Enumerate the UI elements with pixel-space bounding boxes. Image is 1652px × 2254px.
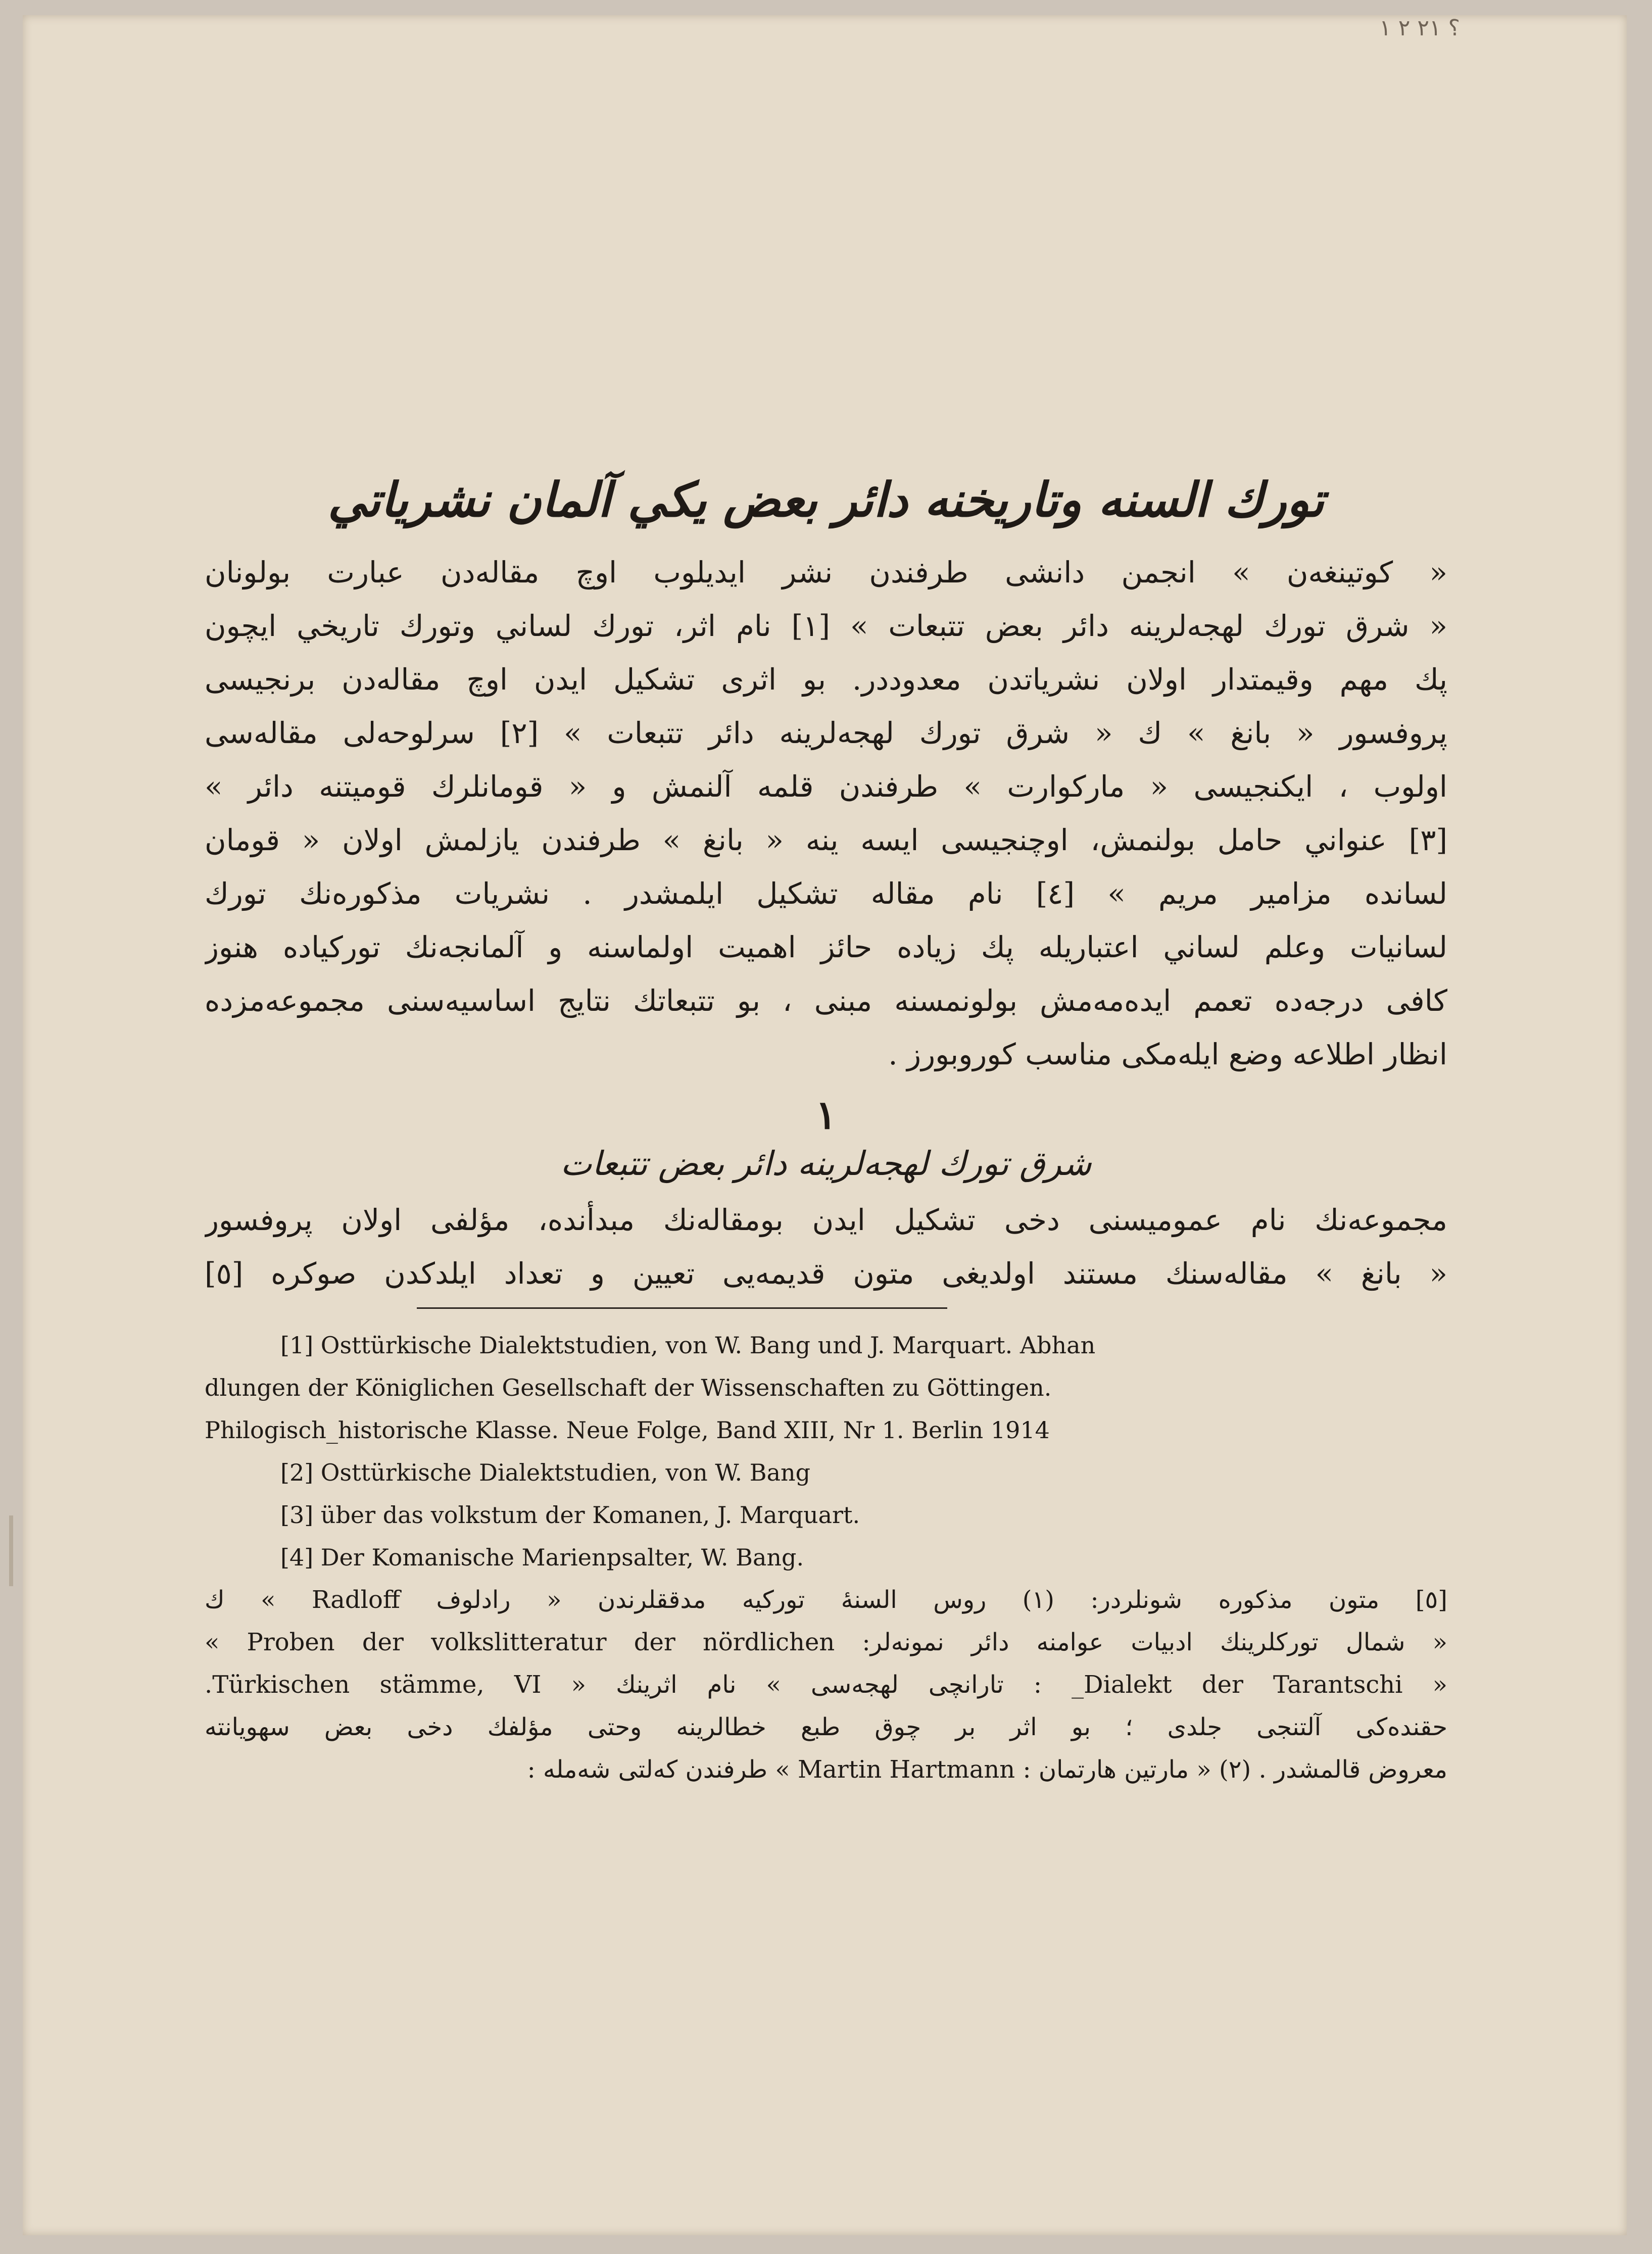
footnote-line: [4] Der Komanische Marienpsalter, W. Bang. bbox=[280, 1544, 804, 1571]
section-paragraph bbox=[205, 1193, 1447, 1300]
article-title: تورك السنه وتاريخنه دائر بعض يكي آلمان نشرياتي bbox=[327, 472, 1325, 528]
page-sheet bbox=[23, 15, 1627, 2235]
section-number: ١ bbox=[815, 1092, 837, 1138]
text-line: « بانغ » مقاله‌سنك مستند اولديغى متون قديمه‌يى تعيين و تعداد ايلدكدن صوكره [٥] bbox=[205, 1256, 1447, 1291]
text-line: [٣] عنواني حامل بولنمش، اوچنجيسى ايسه ينه « بانغ » طرفندن يازلمش اولان « قومان bbox=[205, 823, 1447, 857]
text-line: اولوب ، ايكنجيسى « ماركوارت » طرفندن قلمه آلنمش و « قومانلرك قوميتنه دائر » bbox=[205, 769, 1447, 804]
text-line: لسانده مزامير مريم » [٤] نام مقاله تشكيل ايلمشدر . نشريات مذكوره‌نك تورك bbox=[205, 876, 1447, 911]
text-line: « كوتينغه‌ن » انجمن دانشى طرفندن نشر ايديلوب اوچ مقاله‌دن عبارت بولونان bbox=[205, 555, 1447, 590]
text-line: پك مهم وقيمتدار اولان نشرياتدن معدوددر. بو اثرى تشكيل ايدن اوچ مقاله‌دن برنجيسى bbox=[205, 662, 1447, 697]
article-body bbox=[205, 470, 1447, 1791]
footnote-line: Philogisch_historische Klasse. Neue Folge, Band XIII, Nr 1. Berlin 1914 bbox=[205, 1416, 1050, 1444]
text-line: كافى درجه‌ده تعمم ايده‌مه‌مش بولونمسنه مبنى ، بو تتبعاتك نتايج اساسيه‌سنى مجموعه‌مزده bbox=[205, 984, 1447, 1018]
text-line: مجموعه‌نك نام عموميسنى دخى تشكيل ايدن بومقاله‌نك مبدأنده، مؤلفى اولان پروفسور bbox=[205, 1203, 1447, 1237]
header-marks: ؟ ٢١ ٢ ١ bbox=[1379, 15, 1460, 41]
footnote-line: [٥] متون مذكوره شونلردر: (١) روس السنهٔ توركيه مدققلرندن « رادلوف Radloff » ك bbox=[205, 1586, 1447, 1614]
footnote-line: « Dialekt der Tarantschi_ : تارانچى لهجه‌سى » نام اثرينك « Türkischen stämme, VI. bbox=[205, 1671, 1447, 1699]
footnote-divider bbox=[417, 1307, 947, 1309]
footnote-line: [1] Osttürkische Dialektstudien, von W. Bang und J. Marquart. Abhan bbox=[280, 1332, 1096, 1359]
footnote-line: معروض قالمشدر . (٢) « مارتين هارتمان : Martin Hartmann » طرفندن كه‌لتى شه‌مله : bbox=[527, 1755, 1447, 1784]
text-line: « شرق تورك لهجه‌لرينه دائر بعض تتبعات » [١] نام اثر، تورك لساني وتورك تاريخي ايچون bbox=[205, 609, 1447, 643]
intro-paragraph bbox=[205, 546, 1447, 1081]
text-line: انظار اطلاعه وضع ايله‌مكى مناسب كوروبورز . bbox=[888, 1037, 1447, 1071]
footnote-line: [2] Osttürkische Dialektstudien, von W. Bang bbox=[280, 1459, 811, 1486]
section-title: شرق تورك لهجه‌لرينه دائر بعض تتبعات bbox=[560, 1144, 1092, 1183]
text-line: پروفسور « بانغ » ك « شرق تورك لهجه‌لرينه دائر تتبعات » [٢] سرلوحه‌لى مقاله‌سى bbox=[205, 716, 1447, 750]
footnote-line: حقنده‌كى آلتنجى جلدى ؛ بو اثر بر چوق طبع خطالرينه وحتى مؤلفك دخى بعض سهويانته bbox=[205, 1713, 1447, 1741]
margin-mark bbox=[9, 1515, 13, 1586]
footnote-line: dlungen der Königlichen Gesellschaft der Wissenschaften zu Göttingen. bbox=[205, 1374, 1052, 1401]
footnote-line: [3] über das volkstum der Komanen, J. Marquart. bbox=[280, 1501, 860, 1529]
footnote-line: « شمال توركلرينك ادبيات عوامنه دائر نمونه‌لر: Proben der volkslitteratur der nördlichen » bbox=[205, 1628, 1447, 1656]
footnotes-german bbox=[205, 1324, 1447, 1579]
footnotes-mixed bbox=[205, 1579, 1447, 1791]
text-line: لسانيات وعلم لساني اعتباريله پك زياده حائز اهميت اولماسنه و آلمانجه‌نك توركياده هنوز bbox=[205, 930, 1447, 964]
